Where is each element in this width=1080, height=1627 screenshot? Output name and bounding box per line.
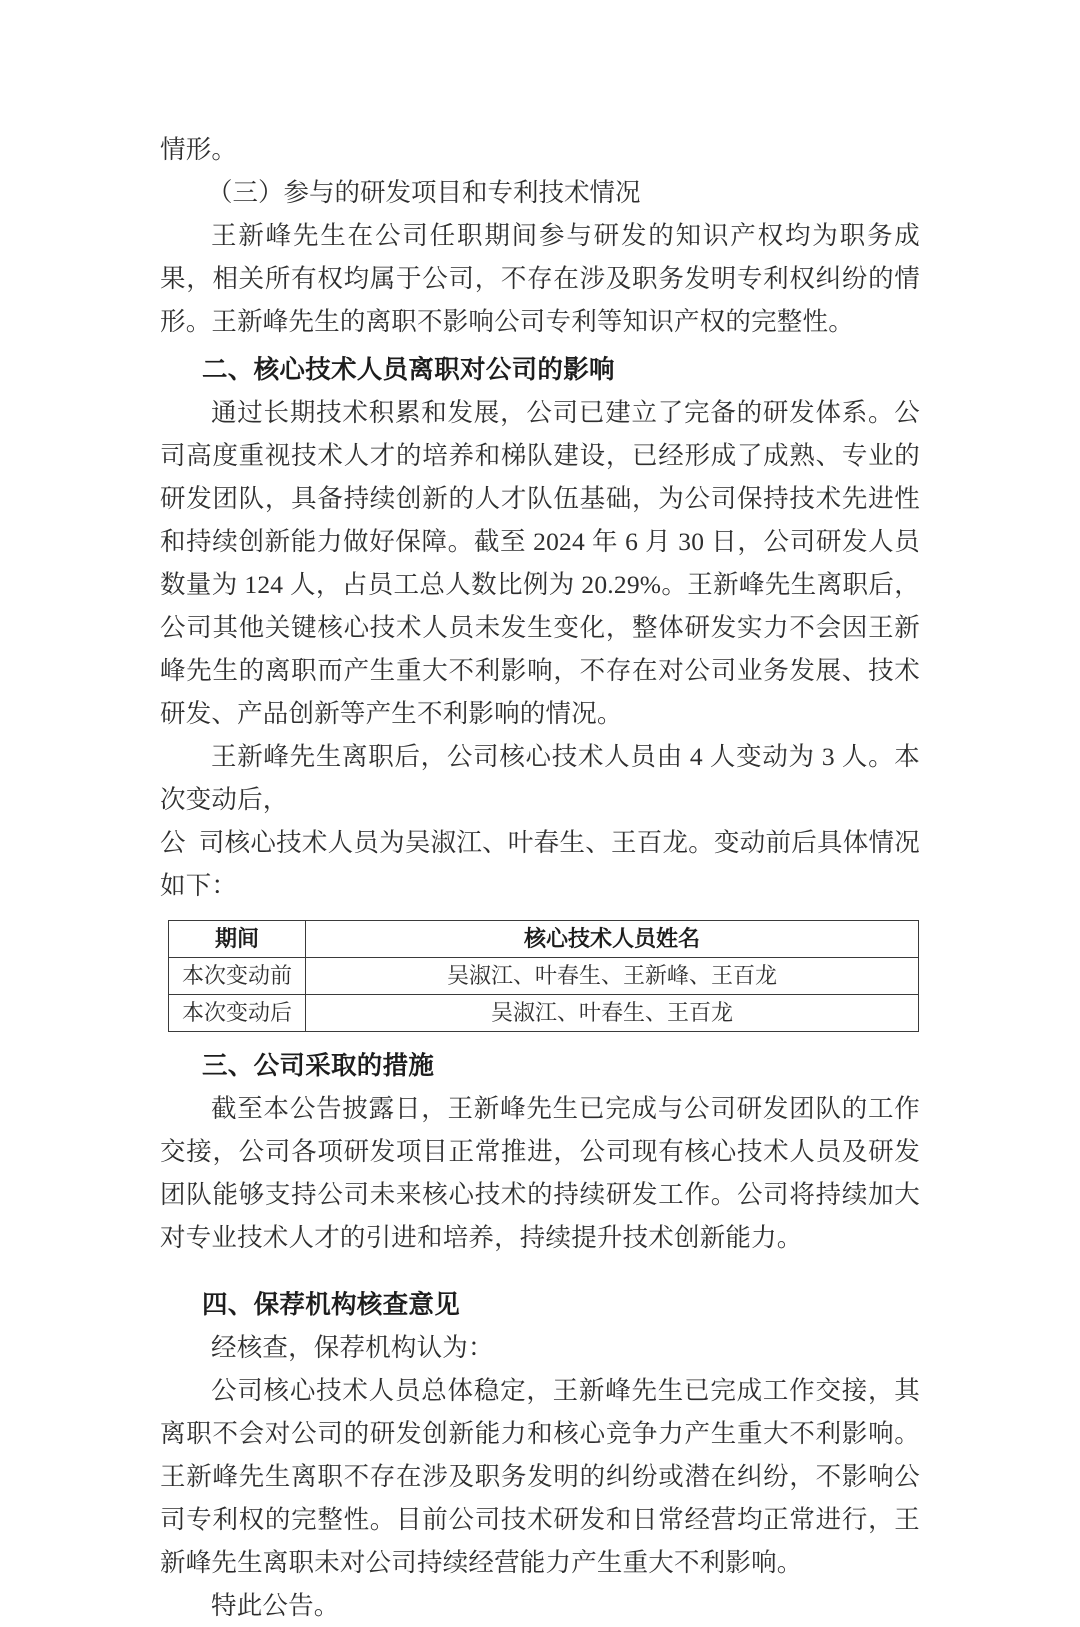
table-cell-period-before: 本次变动前 xyxy=(169,958,306,995)
table-cell-names-after: 吴淑江、叶春生、王百龙 xyxy=(306,995,919,1032)
core-technical-staff-table xyxy=(168,920,919,1032)
table-cell-period-after: 本次变动后 xyxy=(169,995,306,1032)
section-heading-two: 二、核心技术人员离职对公司的影响 xyxy=(202,355,615,384)
table-header-row xyxy=(169,921,919,958)
section-four-body: 公司核心技术人员总体稳定，王新峰先生已完成工作交接，其离职不会对公司的研发创新能力和核心竞争力产生重大不利影响。王新峰先生离职不存在涉及职务发明的纠纷或潜在纠纷，不影响公司专利权的完整性。目前公司技术研发和日常经营均正常进行，王新峰先生离职未对公司持续经营能力产生重大不利影响。 xyxy=(160,1376,920,1577)
table-row xyxy=(169,995,919,1032)
core-technical-staff-table-wrapper xyxy=(160,920,920,1032)
section-two-paragraph-two-line-one: 王新峰先生离职后，公司核心技术人员由 4 人变动为 3 人。本次变动后， xyxy=(160,742,920,814)
line-two-remainder: 司核心技术人员为吴淑江、叶春生、王百龙。变动前后具体情况如下： xyxy=(160,828,920,900)
spacer xyxy=(160,1259,920,1283)
section-two-paragraph-two-line-two xyxy=(160,821,920,907)
table-row xyxy=(169,958,919,995)
line-two-leading-char: 公 xyxy=(160,828,186,857)
subsection-heading-three: （三）参与的研发项目和专利技术情况 xyxy=(207,178,641,207)
section-two-paragraph-one: 通过长期技术积累和发展，公司已建立了完备的研发体系。公司高度重视技术人才的培养和梯队建设，已经形成了成熟、专业的研发团队，具备持续创新的人才队伍基础，为公司保持技术先进性和持续创新能力做好保障。截至 2024 年 6 月 30 日，公司研发人员数量为 124 人，占员工总人数比例为 20.29%。王新峰先生离职后，公司其他关键核心技术人员未发生变化，整体研发实力不会因王新峰先生的离职而产生重大不利影响，不存在对公司业务发展、技术研发、产品创新等产生不利影响的情况。 xyxy=(160,398,920,728)
table-header-period: 期间 xyxy=(169,921,306,958)
section-four-intro: 经核查，保荐机构认为： xyxy=(211,1333,494,1362)
section-three-body: 截至本公告披露日，王新峰先生已完成与公司研发团队的工作交接，公司各项研发项目正常推进，公司现有核心技术人员及研发团队能够支持公司未来核心技术的持续研发工作。公司将持续加大对专业技术人才的引进和培养，持续提升技术创新能力。 xyxy=(160,1094,920,1252)
section-heading-four: 四、保荐机构核查意见 xyxy=(202,1290,461,1319)
table-header-staff-names: 核心技术人员姓名 xyxy=(306,921,919,958)
closing-statement: 特此公告。 xyxy=(211,1591,340,1620)
subsection-three-body: 王新峰先生在公司任职期间参与研发的知识产权均为职务成果，相关所有权均属于公司，不存在涉及职务发明专利权纠纷的情形。王新峰先生的离职不影响公司专利等知识产权的完整性。 xyxy=(160,221,920,336)
section-heading-three: 三、公司采取的措施 xyxy=(202,1051,435,1080)
table-cell-names-before: 吴淑江、叶春生、王新峰、王百龙 xyxy=(306,958,919,995)
continued-paragraph-line: 情形。 xyxy=(160,135,238,164)
page-content xyxy=(160,128,920,1627)
